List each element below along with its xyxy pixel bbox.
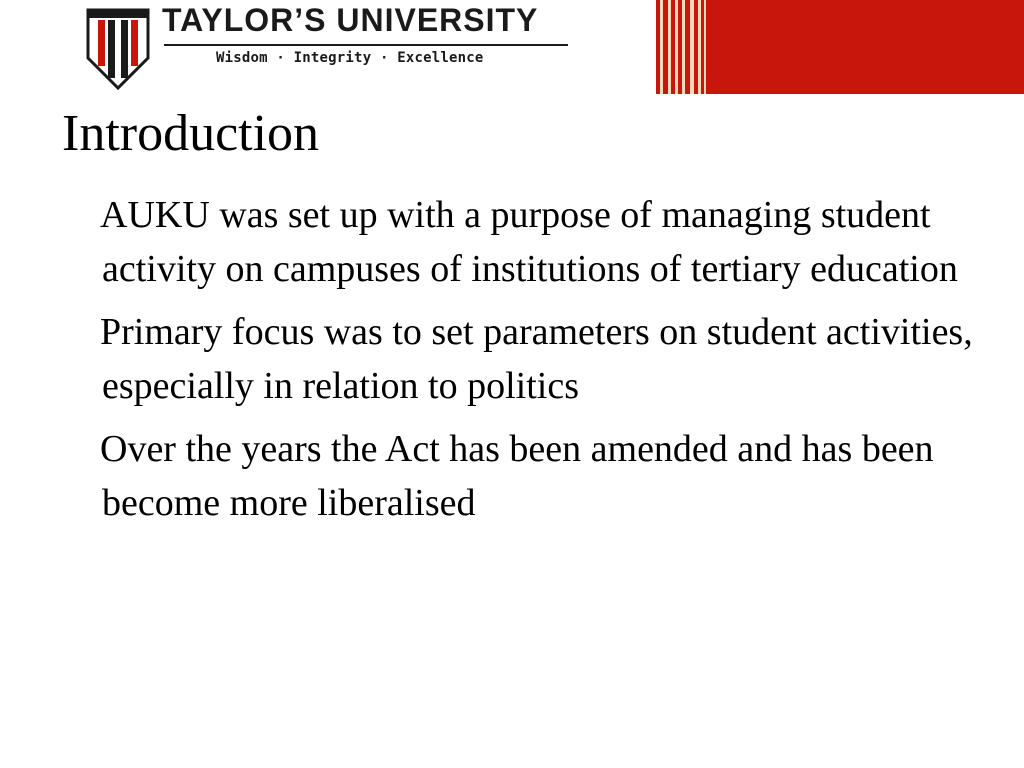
logo-divider — [164, 44, 568, 46]
header-banner — [656, 0, 1024, 94]
taylors-crest-icon — [86, 6, 150, 90]
bullet-item: Primary focus was to set parameters on student activities, especially in relation to politics — [100, 311, 973, 407]
bullet-item: AUKU was set up with a purpose of managing student activity on campuses of institutions of tertiary education — [100, 194, 958, 290]
university-logo — [162, 2, 574, 76]
university-name: TAYLOR’S UNIVERSITY — [162, 2, 539, 38]
bullet-list — [94, 188, 974, 539]
slide-title: Introduction — [62, 105, 320, 162]
bullet-item: Over the years the Act has been amended and has been become more liberalised — [100, 428, 934, 524]
university-tagline: Wisdom · Integrity · Excellence — [216, 50, 484, 66]
